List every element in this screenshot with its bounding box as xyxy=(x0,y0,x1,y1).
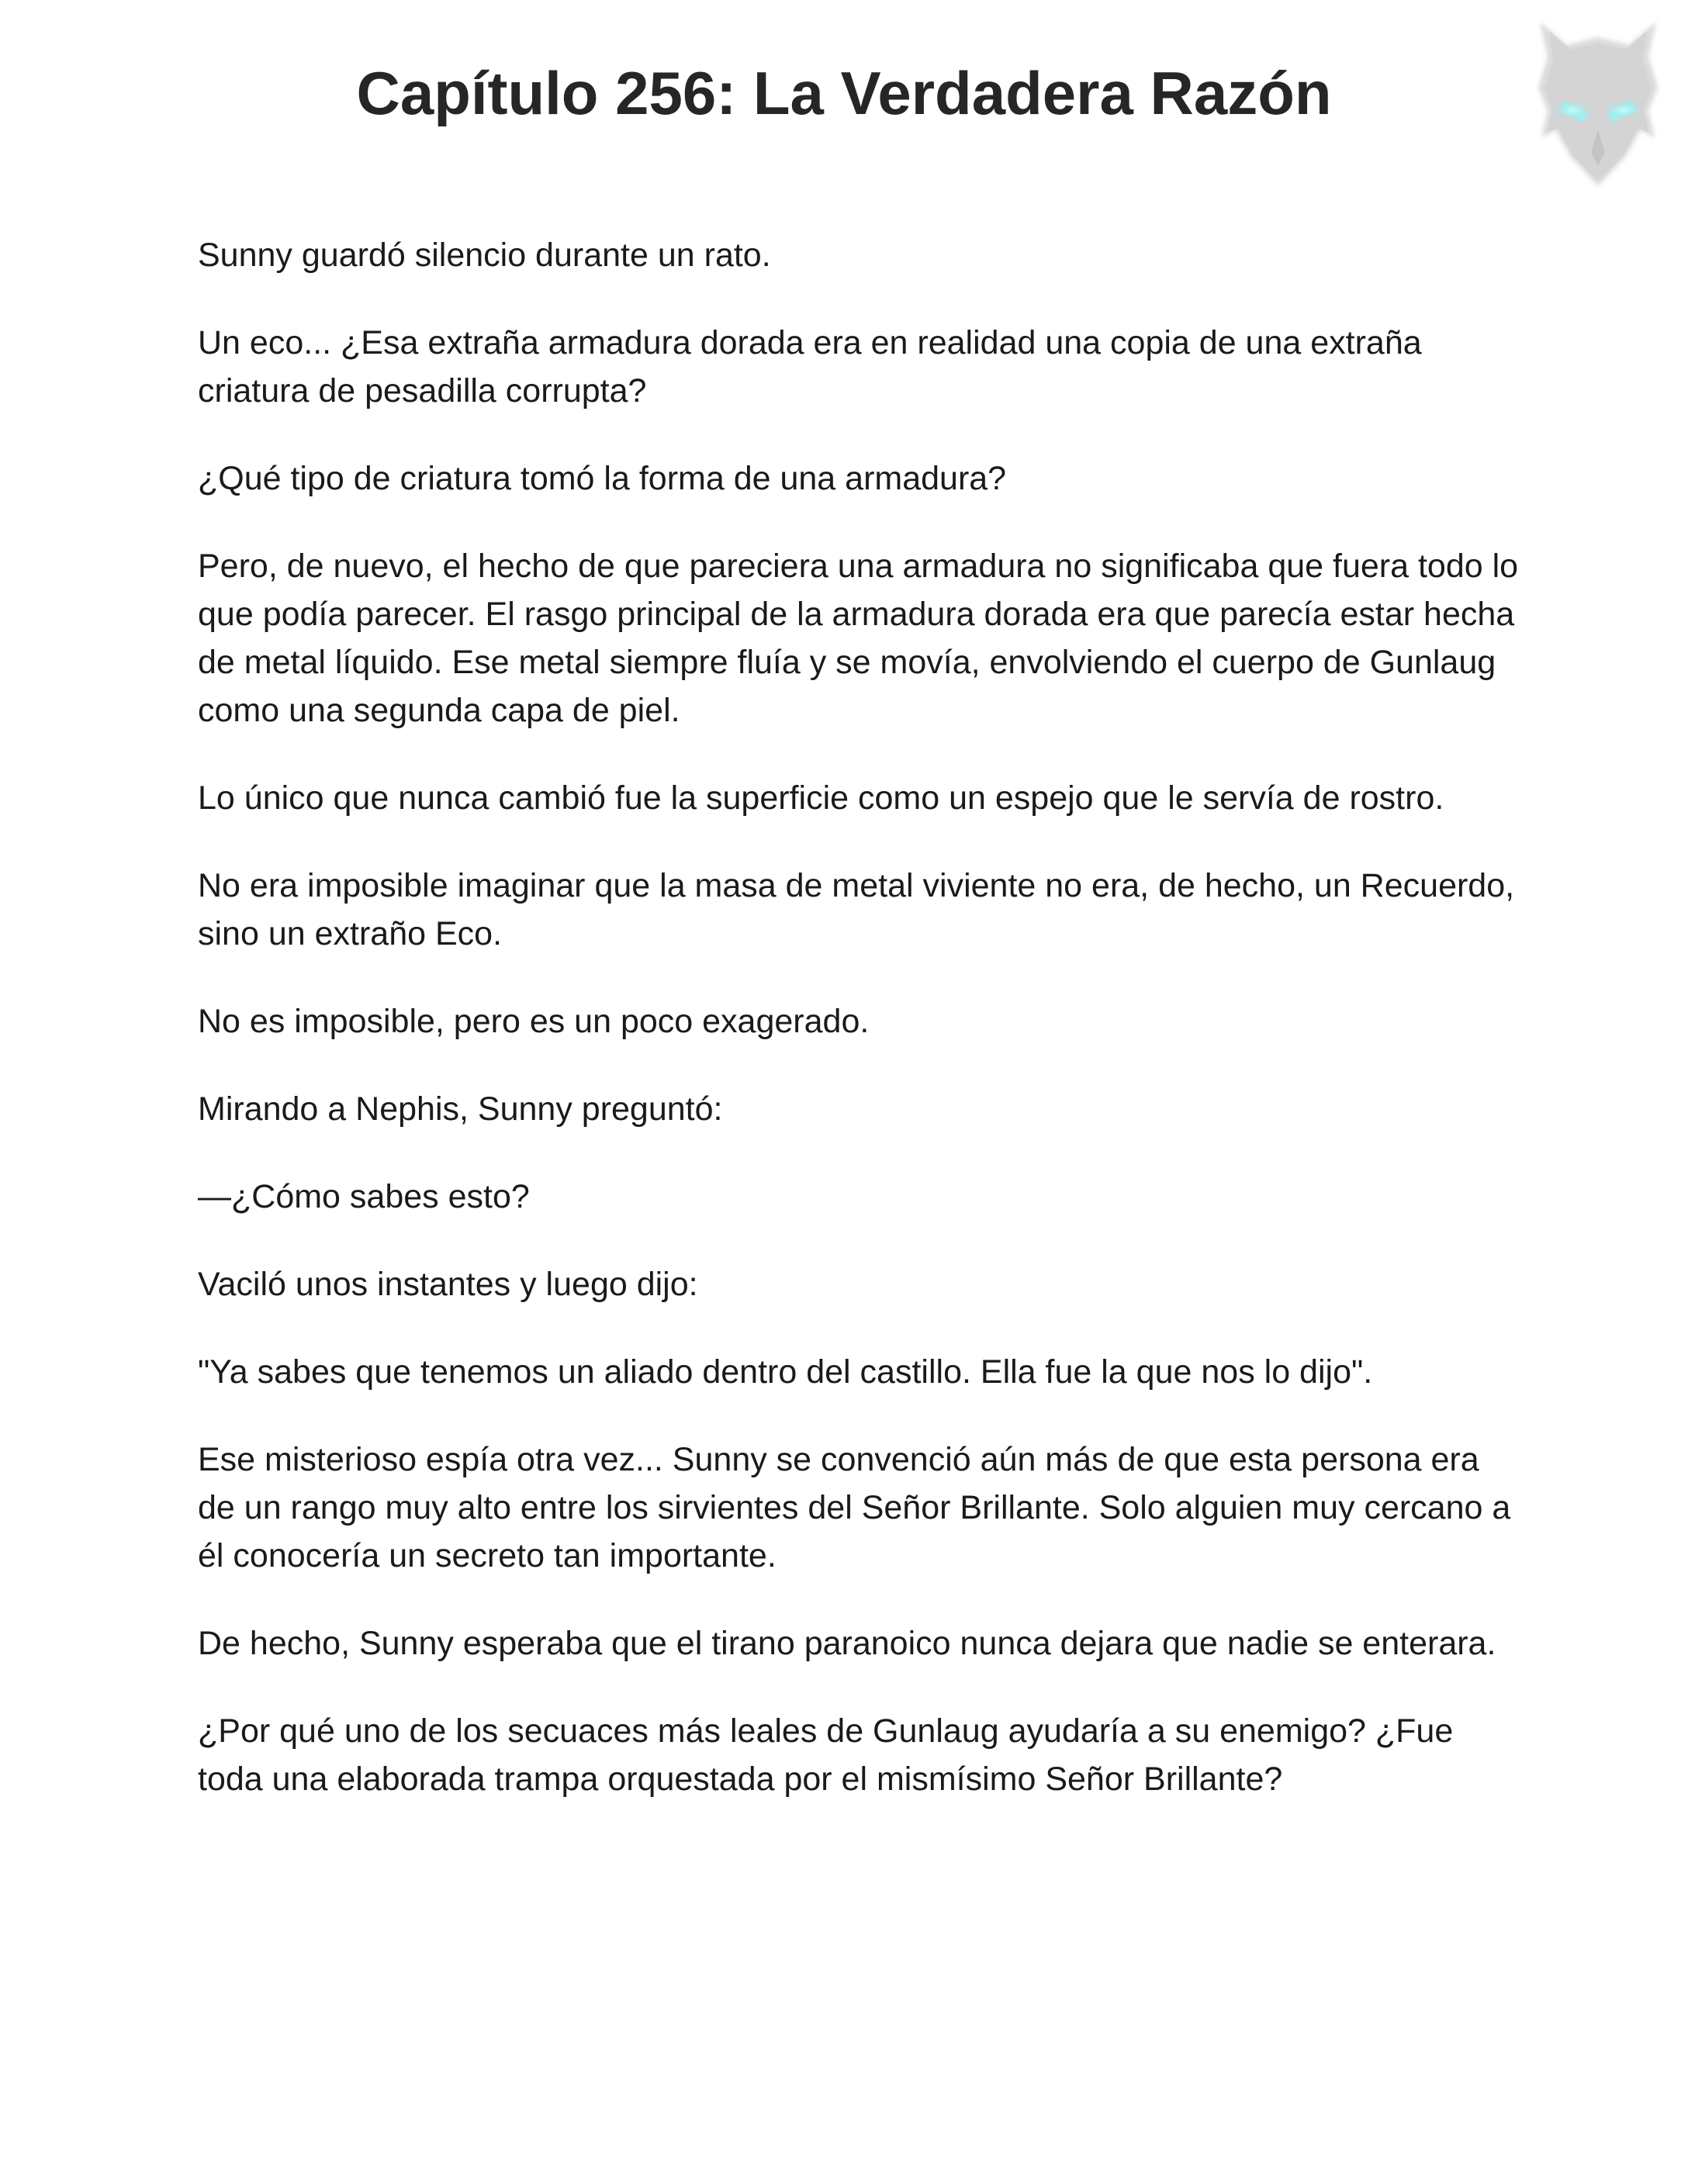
chapter-body xyxy=(198,231,1524,1843)
paragraph: Un eco... ¿Esa extraña armadura dorada era en realidad una copia de una extraña criatura de pesadilla corrupta? xyxy=(198,324,1422,410)
paragraph: No es imposible, pero es un poco exagerado. xyxy=(198,1003,870,1040)
paragraph: Mirando a Nephis, Sunny preguntó: xyxy=(198,1090,723,1128)
page-title: Capítulo 256: La Verdadera Razón xyxy=(356,59,1332,127)
paragraph: ¿Por qué uno de los secuaces más leales de Gunlaug ayudaría a su enemigo? ¿Fue toda una elaborada trampa orquestada por el mismísimo Señor Brillante? xyxy=(198,1712,1454,1798)
paragraph: —¿Cómo sabes esto? xyxy=(198,1178,530,1215)
paragraph: Ese misterioso espía otra vez... Sunny se convenció aún más de que esta persona era de un rango muy alto entre los sirvientes del Señor Brillante. Solo alguien muy cercano a él conocería un secreto tan importante. xyxy=(198,1441,1511,1574)
paragraph: De hecho, Sunny esperaba que el tirano paranoico nunca dejara que nadie se enterara. xyxy=(198,1625,1496,1662)
paragraph: Lo único que nunca cambió fue la superficie como un espejo que le servía de rostro. xyxy=(198,779,1444,817)
paragraph: Pero, de nuevo, el hecho de que pareciera una armadura no significaba que fuera todo lo que podía parecer. El rasgo principal de la armadura dorada era que parecía estar hecha de metal líquido. Ese metal siempre fluía y se movía, envolviendo el cuerpo de Gunlaug como una segunda capa de piel. xyxy=(198,548,1519,729)
paragraph: "Ya sabes que tenemos un aliado dentro del castillo. Ella fue la que nos lo dijo". xyxy=(198,1353,1373,1391)
paragraph: ¿Qué tipo de criatura tomó la forma de una armadura? xyxy=(198,460,1007,497)
paragraph: Sunny guardó silencio durante un rato. xyxy=(198,237,771,274)
paragraph: No era imposible imaginar que la masa de metal viviente no era, de hecho, un Recuerdo, sino un extraño Eco. xyxy=(198,867,1515,952)
horned-demon-mask-icon xyxy=(1524,14,1672,192)
paragraph: Vaciló unos instantes y luego dijo: xyxy=(198,1266,698,1303)
